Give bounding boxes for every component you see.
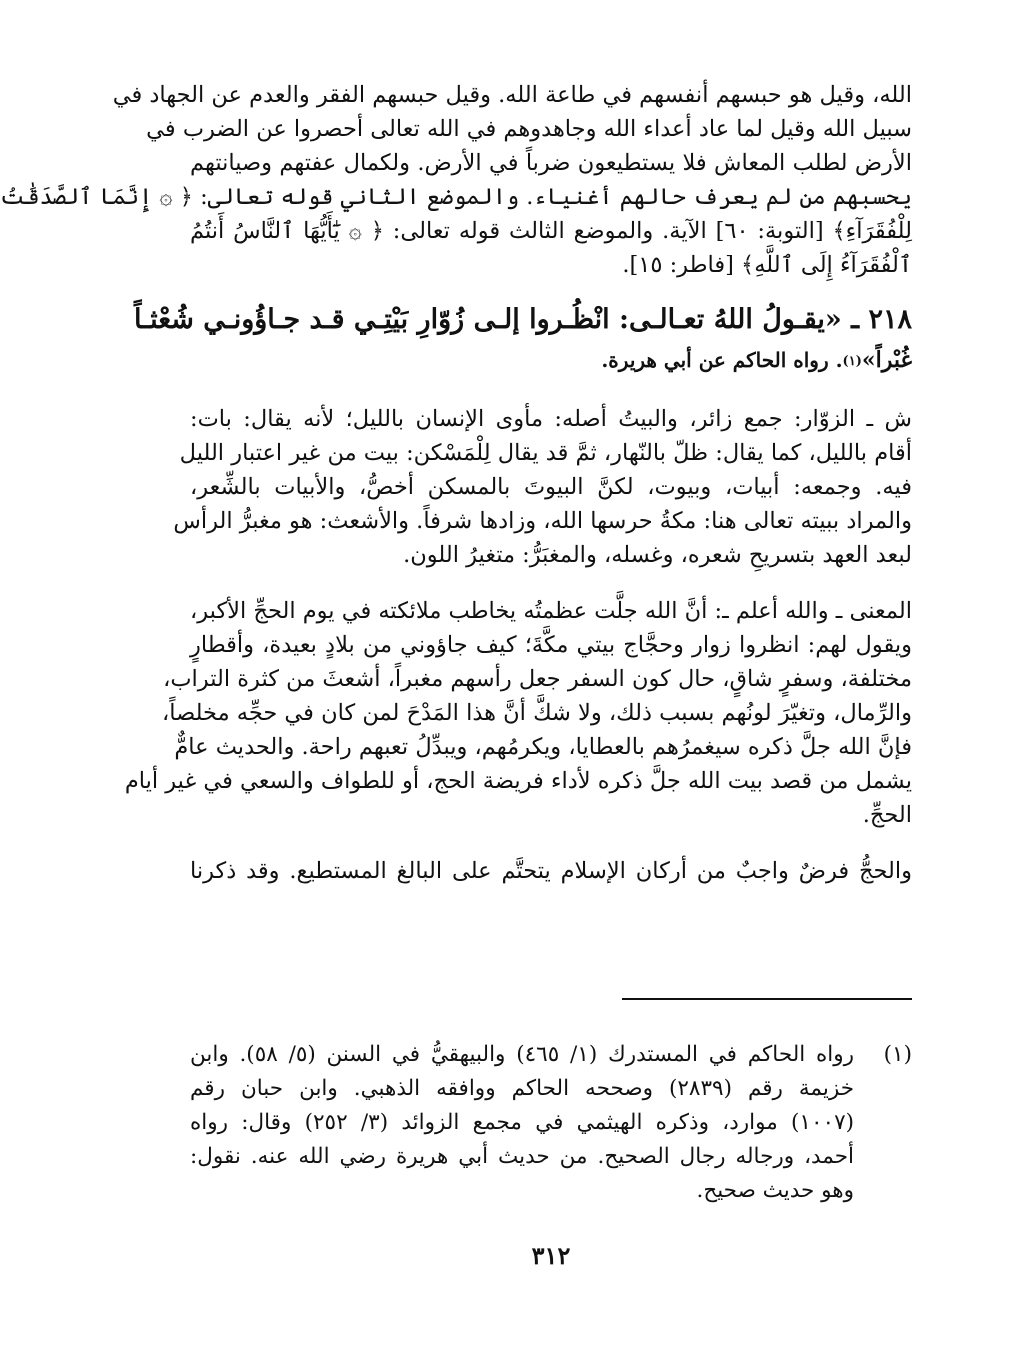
- text-line: المعنى ـ والله أعلم ـ: أنَّ الله جلَّت عظمتُه يخاطب ملائكته في يوم الحجِّ الأكبر،: [190, 598, 912, 624]
- closing-paragraph: [190, 854, 912, 888]
- hadith-line: ٢١٨ ـ «يقـولُ اللهُ تعـالـى: انْظُـروا إلـى زُوّارِ بَيْتِـي قـد جـاؤُونـي شُعْثـاً: [133, 304, 912, 335]
- page-number: ٣١٢: [531, 1241, 571, 1270]
- footnote-marker: (١): [842, 354, 862, 369]
- footnote-line: (١٠٠٧) موارد، وذكره الهيثمي في مجمع الزوائد (٣/ ٢٥٢) وقال: رواه: [190, 1110, 855, 1135]
- footnote-line: أحمد، ورجاله رجال الصحيح. من حديث أبي هريرة رضي الله عنه. نقول:: [190, 1144, 854, 1169]
- text-line: مختلفة، وسفرٍ شاقٍ، حال كون السفر جعل رأسهم مغبراً، أشعثَ من كثرة التراب،: [163, 666, 912, 692]
- footnote-number: (١): [883, 1042, 912, 1067]
- hadith-line: [190, 340, 912, 380]
- meaning-paragraph: [124, 594, 912, 832]
- text-line: لِلْفُقَرَآءِ﴾ [التوبة: ٦٠] الآية. والموضع الثالث قوله تعالى: ﴿ ۞ يَٰٓأَيُّهَا ٱلنَّاسُ أَنتُمُ: [190, 218, 912, 244]
- text-line: والمراد ببيته تعالى هنا: مكةُ حرسها الله، وزادها شرفاً. والأشعث: هو مغبرُّ الرأس: [173, 508, 912, 534]
- text-line: أقام بالليل، كما يقال: ظلّ بالنّهار، ثمَّ قد يقال لِلْمَسْكن: بيت من غير اعتبار الليل: [179, 440, 912, 466]
- hadith-ending: غُبْراً»: [861, 347, 912, 373]
- footnote-line: وهو حديث صحيح.: [696, 1178, 854, 1203]
- text-line: ش ـ الزوّار: جمع زائر، والبيتُ أصله: مأوى الإنسان بالليل؛ لأنه يقال: بات:: [190, 406, 912, 432]
- intro-paragraph: [0, 78, 912, 282]
- paragraph-gap: [190, 832, 912, 854]
- hadith-narration: . رواه الحاكم عن أبي هريرة.: [601, 348, 843, 372]
- text-line: فإنَّ الله جلَّ ذكره سيغمرُهم بالعطايا، ويكرمُهم، ويبدِّلُ تعبهم راحة. والحديث عامٌّ: [174, 734, 912, 760]
- footnote-separator: [622, 998, 912, 1000]
- paragraph-gap: [190, 572, 912, 594]
- text-line: فيه. وجمعه: أبيات، وبيوت، لكنَّ البيوتَ بالمسكن أخصُّ، والأبيات بالشِّعر،: [190, 474, 912, 500]
- text-line: لبعد العهد بتسريحِ شعره، وغسله، والمغبَرُّ: متغيرُ اللون.: [403, 542, 912, 568]
- text-line: الله، وقيل هو حبسهم أنفسهم في طاعة الله. وقيل حبسهم الفقر والعدم عن الجهاد في: [112, 82, 912, 108]
- text-line: سبيل الله وقيل لما عاد أعداء الله وجاهدوهم في الله تعالى أحصروا عن الضرب في: [146, 116, 912, 142]
- text-line: ويقول لهم: انظروا زوار وحجَّاج بيتي مكَّةَ؛ كيف جاؤوني من بلادٍ بعيدة، وأقطارٍ: [190, 632, 912, 658]
- text-line: ٱلْفُقَرَآءُ إِلَى ٱللَّهِ﴾ [فاطر: ١٥].: [622, 252, 912, 278]
- text-line: والرِّمال، وتغيّرَ لونُهم بسبب ذلك، ولا شكَّ أنَّ هذا المَدْحَ لمن كان في حجِّه مخلصاً،: [161, 700, 912, 726]
- text-line: يشمل من قصد بيت الله جلَّ ذكره لأداء فريضة الحج، أو للطواف والسعي في غير أيام: [124, 768, 912, 794]
- hadith-text: [133, 300, 912, 380]
- text-line: الأرض لطلب المعاش فلا يستطيعون ضرباً في الأرض. ولكمال عفتهم وصيانتهم: [190, 150, 912, 176]
- text-line: والحجُّ فرضٌ واجبٌ من أركان الإسلام يتحتَّم على البالغ المستطيع. وقد ذكرنا: [190, 858, 912, 884]
- footnote-line: رواه الحاكم في المستدرك (١/ ٤٦٥) والبيهقيُّ في السنن (٥/ ٥٨). وابن: [190, 1042, 855, 1067]
- book-page: [0, 78, 912, 1270]
- text-line: يحسبهم من لم يعرف حالهم أغنياء. والموضع الثاني قوله تعالى: ﴿ ۞ إِنَّمَا ٱلصَّدَقَٰتُ: [0, 184, 912, 210]
- text-line: الحجِّ.: [862, 802, 912, 828]
- explanation-paragraph: [173, 402, 912, 572]
- footnote-body: [190, 1038, 854, 1208]
- footnote-line: خزيمة رقم (٢٨٣٩) وصححه الحاكم ووافقه الذهبي. وابن حبان رقم: [190, 1076, 854, 1101]
- footnote: [190, 1038, 912, 1208]
